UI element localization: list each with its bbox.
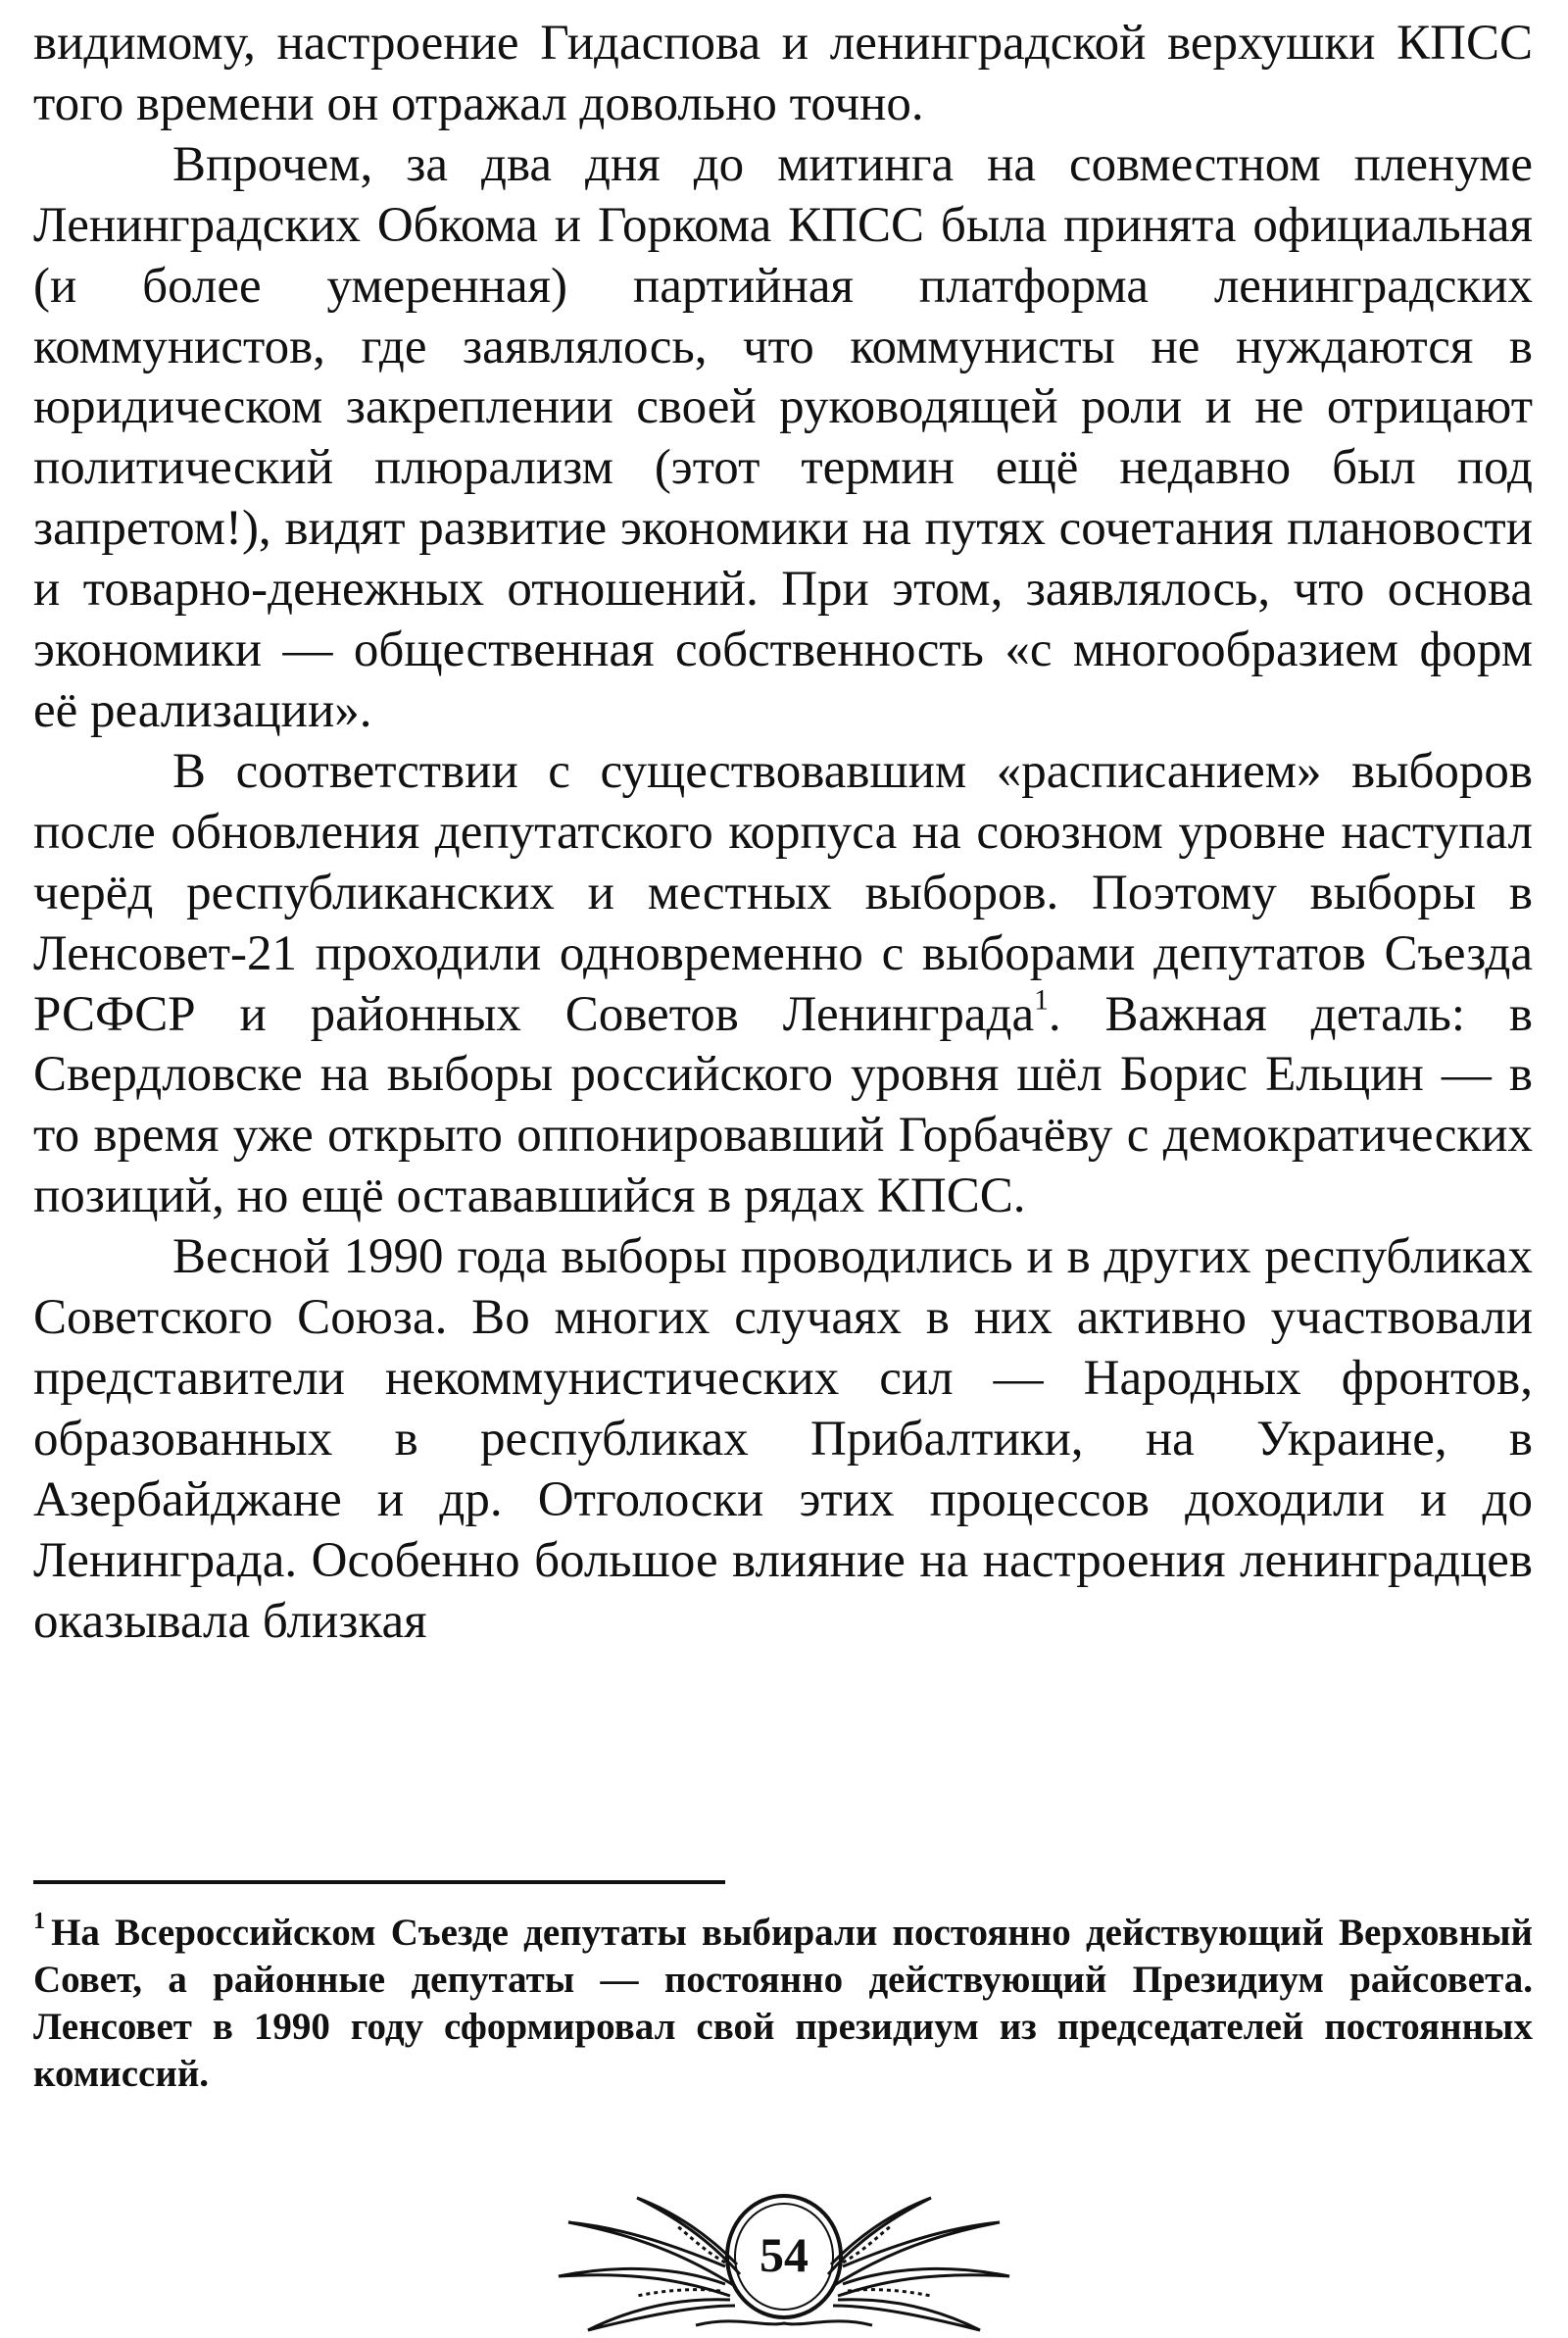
footnote — [33, 1910, 1533, 2098]
footnote-marker: 1 — [33, 1908, 46, 1935]
footnote-divider — [33, 1880, 725, 1884]
page-body — [33, 0, 1533, 1652]
footnote-reference[interactable]: 1 — [1034, 984, 1049, 1017]
paragraph-2: Впрочем, за два дня до митинга на совместном пленуме Ленинградских Обкома и Горкома КПСС была принята официальная (и более умеренная) партийная платформа ленинградских коммунистов, где заявлялось, что коммунисты не нуждаются в юридическом закреплении своей руководящей роли и не отрицают политический плюрализм (этот термин ещё недавно был под запретом!), видят развитие экономики на путях сочетания плановости и товарно-денежных отношений. При этом, заявлялось, что основа экономики — общественная собственность «с многообразием форм её реализации». — [33, 136, 1533, 738]
paragraph-4: Весной 1990 года выборы проводились и в других республиках Советского Союза. Во многих случаях в них активно участвовали представители некоммунистических сил — Народных фронтов, образованных в республиках Прибалтики, на Украине, в Азербайджане и др. Отголоски этих процессов доходили и до Ленинграда. Особенно большое влияние на настроения ленинградцев оказывала близкая — [33, 1229, 1533, 1649]
main-text — [33, 0, 1533, 1652]
paragraph-3-text-a: В соответствии с существовавшим «расписанием» выборов после обновления депутатского корпуса на союзном уровне наступал черёд республиканских и местных выборов. Поэтому выборы в Ленсовет-21 проходили одновременно с выборами депутатов Съезда РСФСР и районных Советов Ленинграда — [33, 743, 1533, 1042]
page-number: 54 — [760, 2227, 808, 2282]
footnote-text: На Всероссийском Съезде депутаты выбирали постоянно действующий Верховный Совет, а районные депутаты — постоянно действующий Президиум райсовета. Ленсовет в 1990 году сформировал свой президиум из председателей постоянных комиссий. — [33, 1912, 1533, 2095]
paragraph-3-text-b: . Важная деталь: в Свердловске на выборы российского уровня шёл Борис Ельцин — в то время уже открыто оппонировавший Горбачёву с демократических позиций, но ещё остававшийся в рядах КПСС. — [33, 986, 1533, 1224]
paragraph-3 — [33, 742, 1533, 1227]
paragraph-1: видимому, настроение Гидаспова и ленинградской верхушки КПСС того времени он отражал довольно точно. — [33, 16, 1533, 131]
